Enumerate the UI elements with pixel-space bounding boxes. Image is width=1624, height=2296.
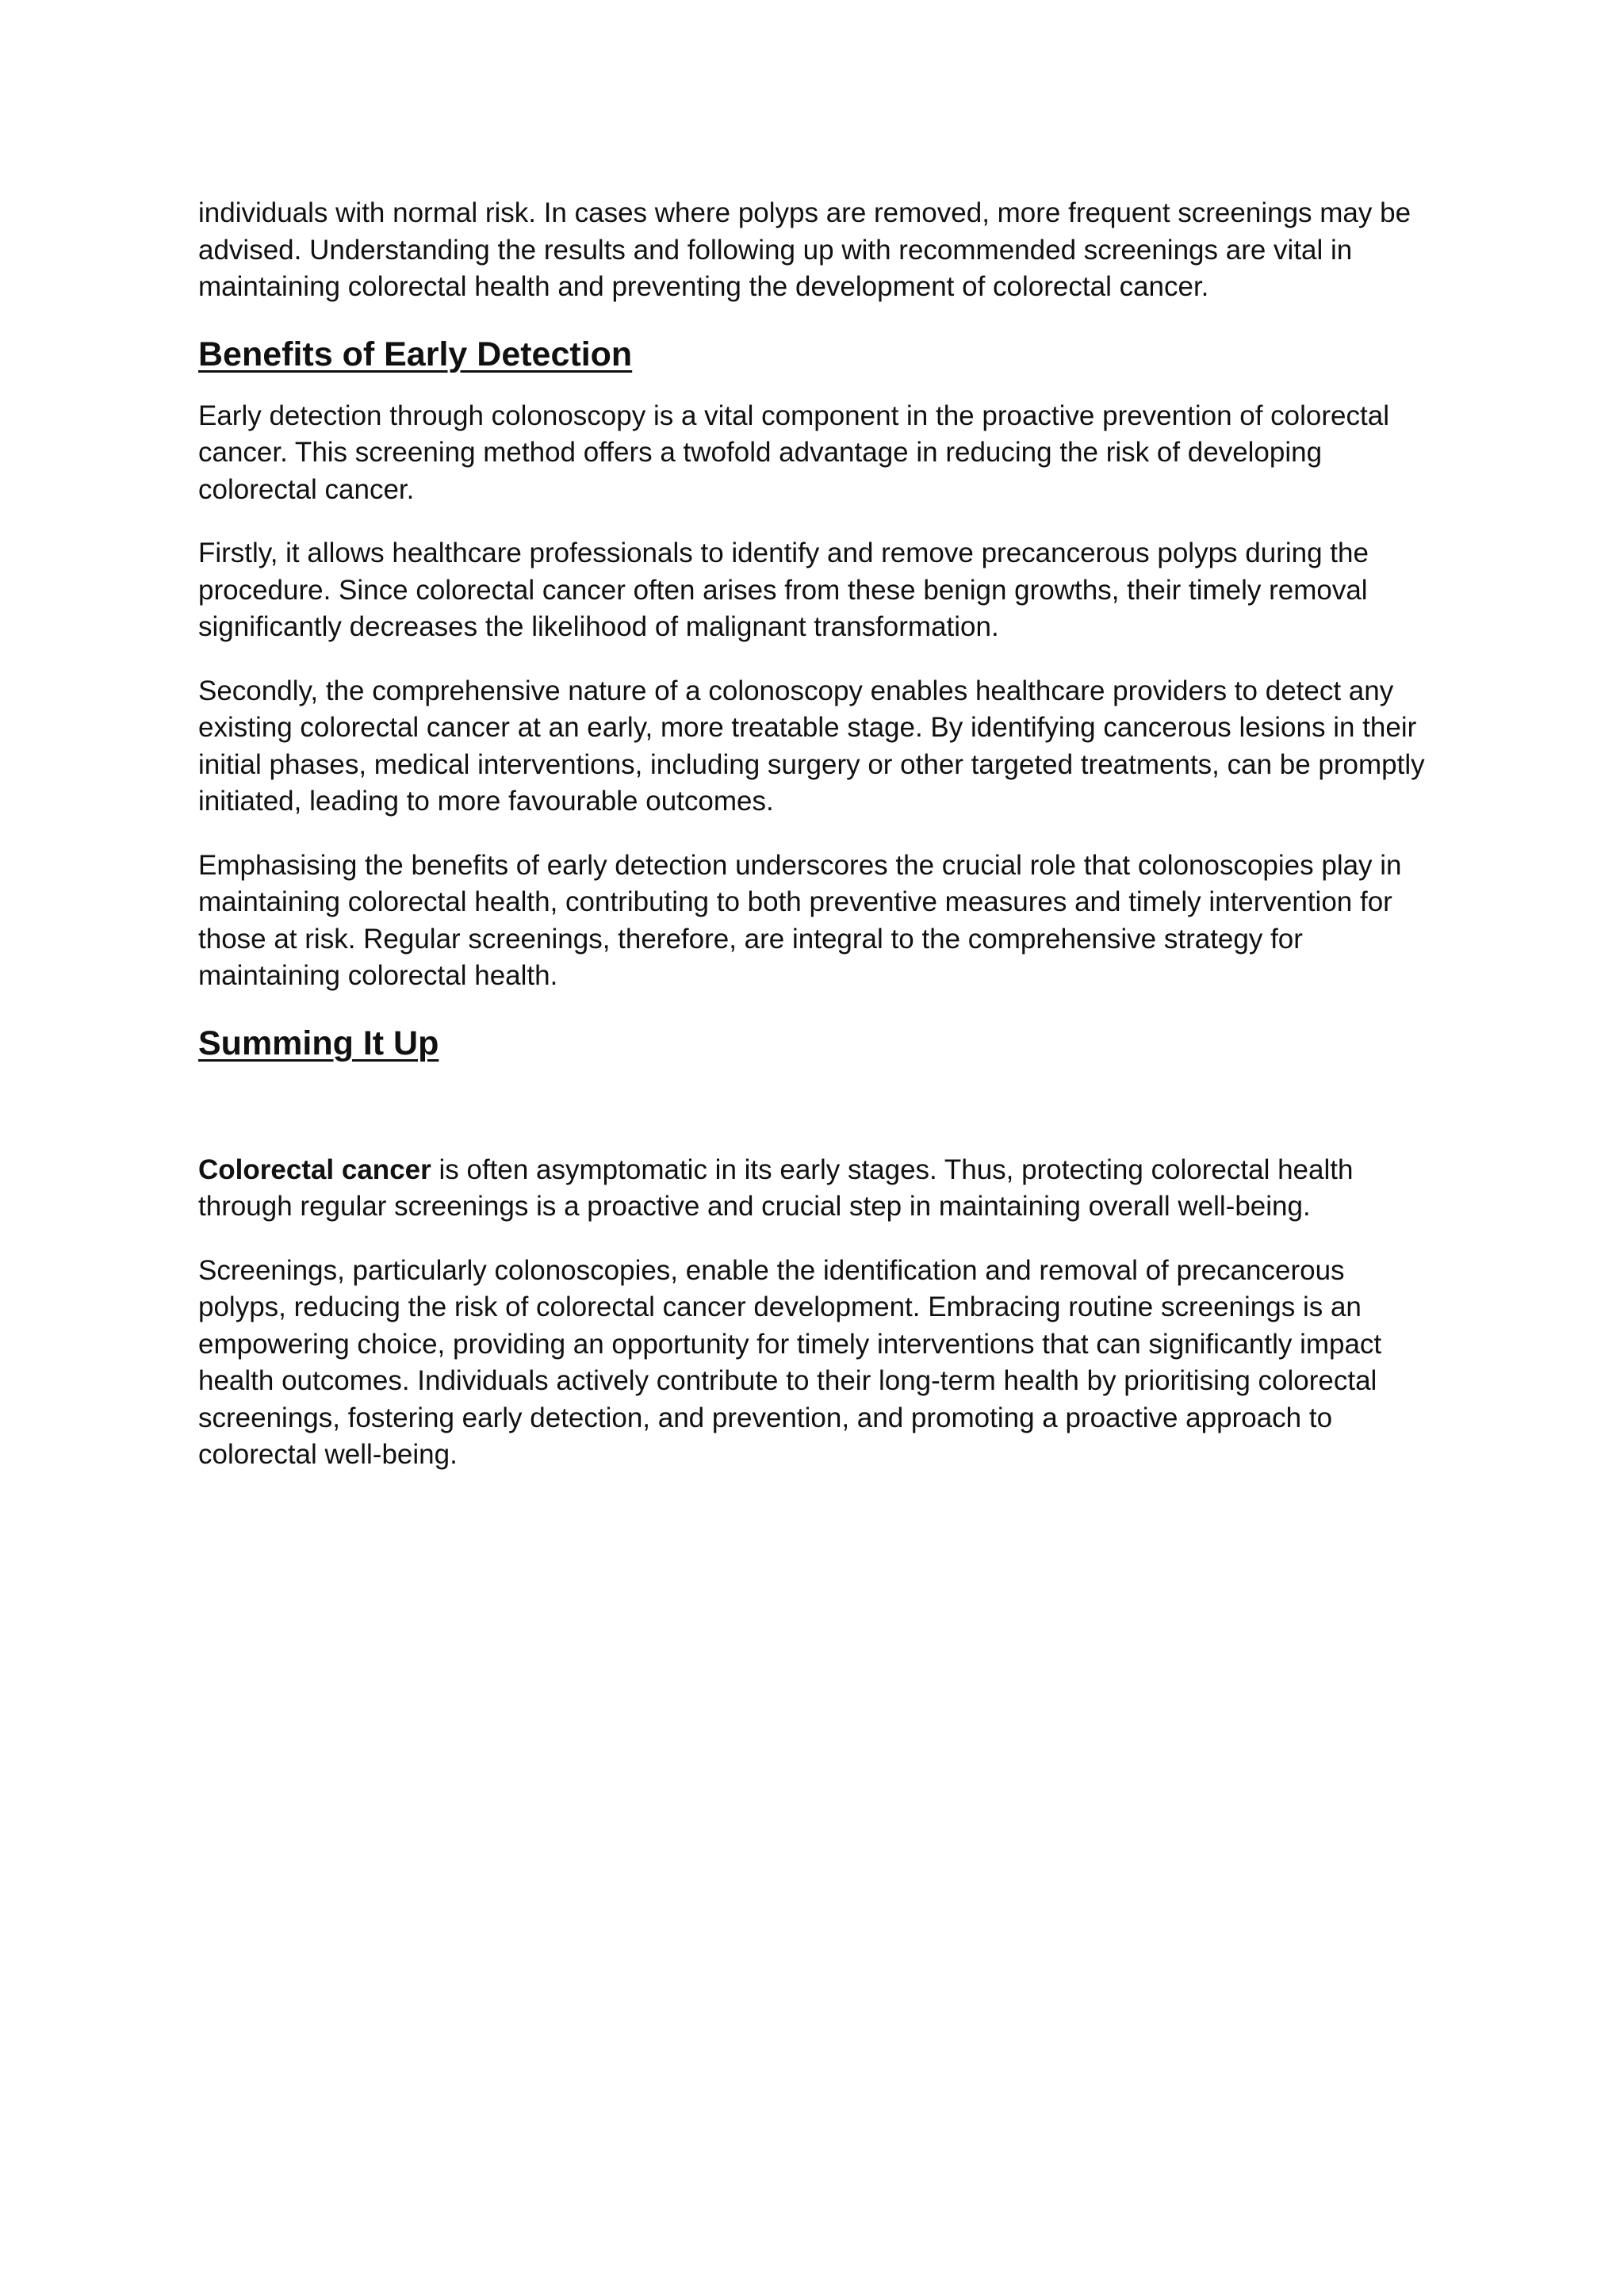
benefits-paragraph-2: Firstly, it allows healthcare professionals to identify and remove precancerous polyps during the procedure. Since colorectal cancer often arises from these benign growths, their timely removal significantly decreases the likelihood of malignant transformation. [198, 538, 1369, 642]
benefits-paragraph-1: Early detection through colonoscopy is a vital component in the proactive prevention of colorectal cancer. This screening method offers a twofold advantage in reducing the risk of developing colorectal cancer. [198, 400, 1389, 505]
summary-lead-bold: Colorectal cancer [198, 1154, 431, 1185]
summary-lead-rest: is often asymptomatic in its early stages. Thus, protecting colorectal health through regular screenings is a proactive and crucial step in maintaining overall well-being. [198, 1154, 1354, 1222]
benefits-paragraph-3: Secondly, the comprehensive nature of a colonoscopy enables healthcare providers to detect any existing colorectal cancer at an early, more treatable stage. By identifying cancerous lesions in their initial phases, medical interventions, including surgery or other targeted treatments, can be promptly initiated, leading to more favourable outcomes. [198, 675, 1425, 817]
intro-paragraph: individuals with normal risk. In cases where polyps are removed, more frequent screenings may be advised. Understanding the results and following up with recommended screenings are vital in maintaining colorectal health and preventing the development of colorectal cancer. [198, 197, 1411, 302]
summary-heading: Summing It Up [198, 1024, 439, 1062]
empty-paragraph [198, 1087, 1435, 1152]
benefits-paragraph-4: Emphasising the benefits of early detection underscores the crucial role that colonoscopies play in maintaining colorectal health, contributing to both preventive measures and timely intervention for those at risk. Regular screenings, therefore, are integral to the comprehensive strategy for maintaining colorectal health. [198, 849, 1402, 991]
summary-paragraph-2: Screenings, particularly colonoscopies, enable the identification and removal of precancerous polyps, reducing the risk of colorectal cancer development. Embracing routine screenings is an empowering choice, providing an opportunity for timely interventions that can significantly impact health outcomes. Individuals actively contribute to their long-term health by prioritising colorectal screenings, fostering early detection, and prevention, and promoting a proactive approach to colorectal well-being. [198, 1254, 1382, 1470]
document-page [198, 195, 1435, 1501]
benefits-heading: Benefits of Early Detection [198, 335, 633, 373]
summary-paragraph-1 [198, 1152, 1435, 1226]
